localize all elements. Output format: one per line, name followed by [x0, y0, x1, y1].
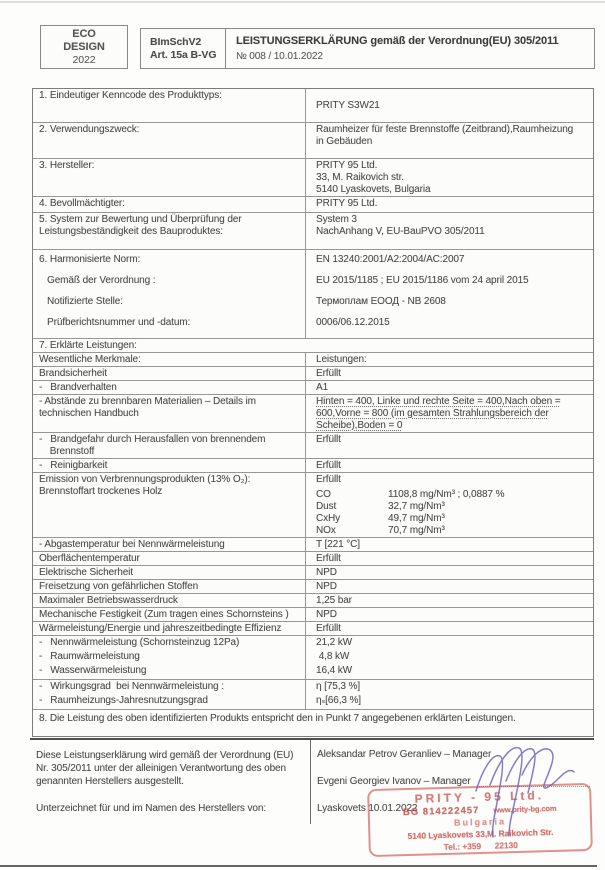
table-row — [33, 250, 593, 339]
table-row — [33, 367, 593, 381]
text-line: Hinten = 400, Linke und rechte Seite = 400,Nach oben = — [316, 396, 561, 407]
value-cell — [306, 395, 593, 432]
place-and-date: Lyaskovets 10.01.2022 — [317, 803, 418, 814]
text-line: Freisetzung von gefährlichen Stoffen — [39, 581, 199, 592]
text-line: 3. Hersteller: — [39, 160, 95, 171]
footer-declaration-text — [36, 749, 304, 815]
table-row — [33, 473, 593, 538]
signer-row — [317, 749, 594, 761]
feature-cell — [33, 197, 306, 212]
text-line: 16,4 kW — [316, 665, 352, 676]
emission-name: CO — [316, 489, 331, 500]
eco-design-box — [40, 25, 128, 69]
emission-value: 70,7 mg/Nm³ — [388, 525, 445, 536]
table-row — [33, 459, 593, 473]
section-header-cell — [33, 339, 593, 352]
text-line: Raumheizer für feste Brennstoffe (Zeitbrand),Raumheizung — [316, 124, 574, 135]
text-line: - Raumheizungs-Jahresnutzungsgrad — [39, 695, 208, 706]
text-line: - Nennwärmeleistung (Schornsteinzug 12Pa) — [39, 637, 240, 648]
text-line: NachAnhang V, EU-BauPVO 305/2011 — [316, 226, 485, 237]
text-line: Erfüllt — [316, 474, 341, 485]
stamp-vat-number: BG 814222457 — [402, 805, 480, 819]
company-stamp — [367, 783, 593, 857]
signer2-name: Evgeni Georgiev Ivanov – Manager — [317, 776, 471, 787]
text-line: 1,25 bar — [316, 595, 352, 606]
feature-cell — [33, 594, 306, 607]
text-line: Erfüllt — [316, 368, 341, 379]
text-line: PRITY S3W21 — [316, 100, 380, 111]
text-line: - Wasserwärmeleistung — [39, 665, 147, 676]
feature-cell — [33, 395, 306, 432]
text-line — [316, 525, 589, 537]
value-cell — [306, 159, 593, 196]
feature-cell — [33, 89, 306, 122]
value-cell — [306, 197, 593, 212]
section-header-cell — [33, 710, 593, 736]
emission-name: CxHy — [316, 513, 341, 524]
feature-cell — [33, 552, 306, 565]
text-line: - Brandverhalten — [39, 382, 117, 393]
text-line: Erfüllt — [316, 623, 341, 634]
text-line: technischen Handbuch — [39, 408, 139, 419]
table-row — [33, 159, 593, 197]
feature-cell — [33, 473, 306, 537]
table-row — [33, 538, 593, 552]
eco-design-year: 2022 — [72, 53, 96, 66]
text-line: Brandsicherheit — [39, 368, 107, 379]
value-cell — [306, 566, 593, 579]
table-row — [33, 710, 593, 736]
text-line — [316, 489, 589, 501]
footer-para-line: Diese Leistungserklärung wird gemäß der Verordnung (EU) — [36, 750, 294, 761]
value-cell — [306, 538, 593, 551]
feature-cell — [33, 433, 306, 458]
value-cell — [306, 622, 593, 635]
text-line: - Wirkungsgrad bei Nennwärmeleistung : — [39, 681, 224, 692]
feature-cell — [33, 622, 306, 635]
emission-value: 49,7 mg/Nm³ — [388, 513, 445, 524]
feature-cell — [33, 123, 306, 158]
text-line: Maximaler Betriebswasserdruck — [39, 595, 178, 606]
feature-cell — [33, 367, 306, 380]
table-row — [33, 552, 593, 566]
text-line: - Reinigbarkeit — [39, 460, 108, 471]
text-line: 33, M. Raikovich str. — [316, 172, 404, 183]
document-title-box — [225, 28, 595, 69]
text-line: Brennstoffart trockenes Holz — [39, 486, 163, 497]
text-line: 0006/06.12.2015 — [316, 317, 390, 328]
text-line: Notifizierte Stelle: — [39, 296, 123, 307]
value-cell — [306, 552, 593, 565]
emission-name: Dust — [316, 501, 337, 512]
scan-artifact-top — [0, 1, 605, 3]
text-line: Scheibe),Boden = 0 — [316, 420, 403, 431]
emission-value: 32,7 mg/Nm³ — [388, 501, 445, 512]
table-row — [33, 622, 593, 636]
table-row — [33, 608, 593, 622]
feature-cell — [33, 538, 306, 551]
text-line: 5. System zur Bewertung und Überprüfung der — [39, 214, 242, 225]
value-cell — [306, 367, 593, 380]
value-cell — [306, 580, 593, 593]
eco-design-label2: DESIGN — [63, 40, 105, 53]
value-cell — [306, 433, 593, 458]
emission-name: NOx — [316, 525, 336, 536]
value-cell — [306, 213, 593, 249]
text-line: T [221 °C] — [316, 539, 360, 550]
table-row — [33, 433, 593, 459]
table-row — [33, 594, 593, 608]
value-cell — [306, 608, 593, 621]
text-line: Emission von Verbrennungsprodukten (13% O₂): — [39, 474, 251, 485]
feature-cell — [33, 381, 306, 394]
text-line: Leistungen: — [316, 354, 367, 365]
text-line: 600,Vorne = 800 (im gesamten Strahlungsbereich der — [316, 408, 549, 419]
table-row — [33, 123, 593, 159]
feature-cell — [33, 250, 306, 338]
text-line: EN 13240:2001/A2:2004/AC:2007 — [316, 254, 465, 265]
stamp-country: Bulgaria — [453, 816, 507, 828]
feature-cell — [33, 353, 306, 366]
dop-table — [32, 88, 594, 737]
footer-signed-line: Unterzeichnet für und im Namen des Herstellers von: — [36, 803, 267, 814]
scan-artifact-bottom — [0, 865, 597, 867]
text-line — [316, 513, 589, 525]
table-row — [33, 636, 593, 680]
table-row — [33, 395, 593, 433]
value-cell — [306, 381, 593, 394]
feature-cell — [33, 159, 306, 196]
value-cell — [306, 89, 593, 122]
document-title: LEISTUNGSERKLÄRUNG gemäß der Verordnung(EU) 305/2011 — [236, 35, 559, 47]
bimschv-box — [140, 28, 230, 69]
text-line: Термоплам ЕООД - NB 2608 — [316, 296, 446, 307]
text-line: 5140 Lyaskovets, Bulgaria — [316, 184, 431, 195]
table-row — [33, 580, 593, 594]
feature-cell — [33, 636, 306, 679]
text-line: EU 2015/1185 ; EU 2015/1186 vom 24 april 2015 — [316, 275, 529, 286]
value-cell — [306, 250, 593, 338]
text-line: 4. Bevollmächtigter: — [39, 198, 125, 209]
text-line — [316, 501, 589, 513]
text-line: Wärmeleistung/Energie und jahreszeitbedingte Effizienz — [39, 623, 282, 634]
footer-para-line: genannten Herstellers ausgestellt. — [36, 776, 184, 787]
footer-divider — [310, 740, 311, 824]
text-line: - Abstände zu brennbaren Materialien – Details im — [39, 396, 256, 407]
text-line: 2. Verwendungszweck: — [39, 124, 140, 135]
bimschv-article: Art. 15a B-VG — [150, 48, 217, 61]
table-row — [33, 339, 593, 353]
text-line: Elektrische Sicherheit — [39, 567, 133, 578]
text-line: ηₛ[66,3 %] — [316, 695, 361, 706]
text-line: - Abgastemperatur bei Nennwärmeleistung — [39, 539, 225, 550]
value-cell — [306, 594, 593, 607]
text-line: Erfüllt — [316, 553, 341, 564]
text-line: 6. Harmonisierte Norm: — [39, 254, 141, 265]
table-row — [33, 213, 593, 250]
footer-para-line: Nr. 305/2011 unter der alleinigen Verantwortung des oben — [36, 763, 286, 774]
text-line: Erfüllt — [316, 434, 341, 445]
text-line: NPD — [316, 567, 337, 578]
table-row — [33, 197, 593, 213]
text-line: A1 — [316, 382, 329, 393]
feature-cell — [33, 566, 306, 579]
value-cell — [306, 680, 593, 709]
stamp-address: 5140 Lyaskovets 33,M. Raikovich Str. — [407, 826, 554, 842]
table-row — [33, 566, 593, 580]
table-row — [33, 89, 593, 123]
text-line: Erfüllt — [316, 460, 341, 471]
text-line: Brennstoff — [39, 446, 95, 457]
stamp-phone: Tel.: +359 22130 — [443, 839, 518, 853]
text-line: Wesentliche Merkmale: — [39, 354, 141, 365]
text-line: Oberflächentemperatur — [39, 553, 140, 564]
text-line: System 3 — [316, 214, 357, 225]
text-line: 4,8 kW — [316, 651, 350, 662]
value-cell — [306, 353, 593, 366]
table-row — [33, 381, 593, 395]
bimschv-label: BImSchV2 — [150, 35, 202, 48]
stamp-company-name: PRITY - 95 Ltd. — [414, 788, 545, 806]
emission-value: 1108,8 mg/Nm³ ; 0,0887 % — [388, 489, 505, 500]
table-row — [33, 680, 593, 710]
table-row — [33, 353, 593, 367]
text-line: Gemäß der Verordnung : — [39, 275, 156, 286]
feature-cell — [33, 459, 306, 472]
text-line: 7. Erklärte Leistungen: — [39, 340, 137, 351]
value-cell — [306, 123, 593, 158]
text-line: Prüfberichtsnummer und -datum: — [39, 317, 191, 328]
value-cell — [306, 473, 593, 537]
text-line: Mechanische Festigkeit (Zum tragen eines Schornsteins ) — [39, 609, 289, 620]
document-number: № 008 / 10.01.2022 — [236, 51, 323, 62]
text-line: - Brandgefahr durch Herausfallen von brennendem — [39, 434, 266, 445]
text-line: 8. Die Leistung des oben identifizierten Produkts entspricht den in Punkt 7 angegebenen erklärten Leistungen. — [39, 713, 516, 724]
text-line: 1. Eindeutiger Kenncode des Produkttyps: — [39, 90, 222, 101]
feature-cell — [33, 580, 306, 593]
text-line: 21,2 kW — [316, 637, 352, 648]
text-line: in Gebäuden — [316, 136, 373, 147]
feature-cell — [33, 680, 306, 709]
stamp-website: www.prity-bg.com — [493, 803, 557, 815]
text-line: PRITY 95 Ltd. — [316, 160, 378, 171]
text-line: NPD — [316, 581, 337, 592]
text-line: PRITY 95 Ltd. — [316, 198, 378, 209]
signer1-name: Aleksandar Petrov Geranliev – Manager — [317, 749, 492, 760]
value-cell — [306, 636, 593, 679]
eco-design-label: ECO — [72, 27, 96, 40]
text-line: - Raumwärmeleistung — [39, 651, 140, 662]
text-line: Leistungsbeständigkeit des Bauproduktes: — [39, 226, 223, 237]
feature-cell — [33, 213, 306, 249]
value-cell — [306, 459, 593, 472]
feature-cell — [33, 608, 306, 621]
text-line: η [75,3 %] — [316, 681, 361, 692]
text-line: NPD — [316, 609, 337, 620]
